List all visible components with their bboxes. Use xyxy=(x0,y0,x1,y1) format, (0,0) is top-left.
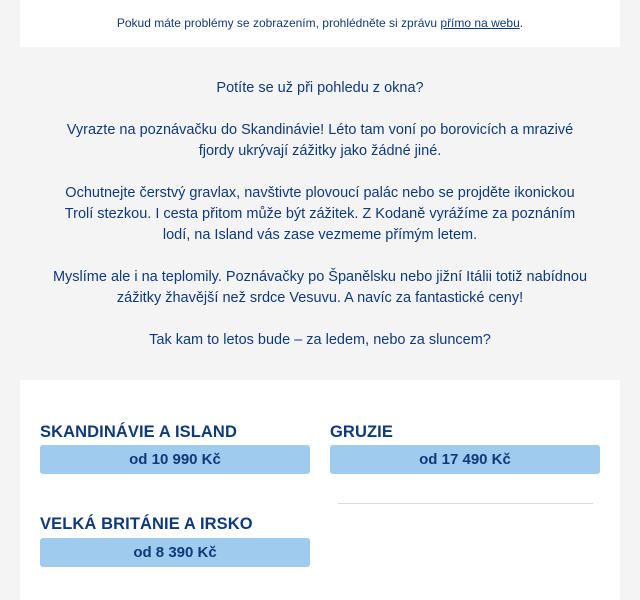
intro-paragraph-south: Myslíme ale i na teplomily. Poznávačky po Španělsku nebo jižní Itálii totiž nabídnou zážitky žhavější než srdce Vesuvu. A navíc za fantastické ceny! xyxy=(52,269,588,306)
offers-section xyxy=(20,380,620,600)
price-button-georgia[interactable]: od 17 490 Kč xyxy=(330,445,600,474)
price-button-uk-ireland[interactable]: od 8 390 Kč xyxy=(40,538,310,567)
web-view-notice xyxy=(20,0,620,47)
intro-paragraph-scandinavia: Vyrazte na poznávačku do Skandinávie! Léto tam voní po borovicích a mrazivé fjordy ukrývají zážitky jako žádné jiné. xyxy=(66,122,574,159)
offer-title-scandinavia[interactable]: SKANDINÁVIE A ISLAND xyxy=(40,423,237,441)
offer-title-georgia[interactable]: GRUZIE xyxy=(330,423,393,441)
notice-text: Pokud máte problémy se zobrazením, prohlédněte si zprávu xyxy=(116,16,441,30)
price-button-scandinavia[interactable]: od 10 990 Kč xyxy=(40,445,310,474)
offer-title-uk-ireland[interactable]: VELKÁ BRITÁNIE A IRSKO xyxy=(40,515,253,533)
notice-end: . xyxy=(519,16,524,30)
intro-question: Potíte se už při pohledu z okna? xyxy=(216,80,424,96)
intro-closing-question: Tak kam to letos bude – za ledem, nebo za sluncem? xyxy=(149,332,491,348)
view-on-web-link[interactable]: přímo na webu xyxy=(440,16,520,30)
offer-divider xyxy=(338,503,593,504)
intro-section xyxy=(20,47,620,380)
intro-paragraph-experiences: Ochutnejte čerstvý gravlax, navštivte plovoucí palác nebo se projděte ikonickou Trolí stezkou. I cesta přitom může být zážitek. Z Kodaně vyrážíme za poznáním lodí, na Island vás zase vezmeme přímým letem. xyxy=(64,185,576,243)
